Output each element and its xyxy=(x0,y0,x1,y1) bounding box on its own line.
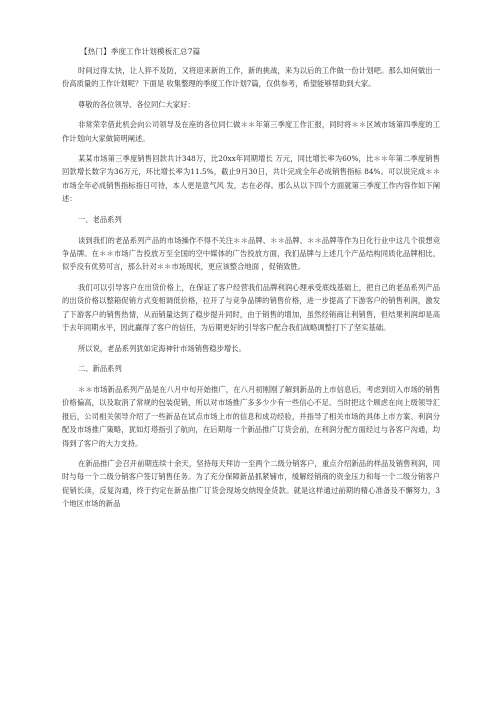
document-title: 【热门】季度工作计划模板汇总7篇 xyxy=(80,47,201,56)
intro-paragraph-2: 非常荣幸借此机会向公司领导及在座的各位同仁做＊＊年第三季度工作汇报，同时将＊＊区域市场第四季度的工作计划向大家做简明阐述。 xyxy=(62,120,440,143)
section1-paragraph-3: 所以说，老品系列犹如定海神针市场销售稳步增长。 xyxy=(78,343,246,353)
salutation: 尊敬的各位领导、各位同仁大家好： xyxy=(78,99,195,109)
section2-paragraph-1: ＊＊市场新品系列产品是在八月中旬开始推广，在八月初刚刚了解到新品的上市信息后，考虑到切入市场的销售价格偏高，以及取消了常规的包装促销，所以对市场推广多多少少有一些信心不足。当时把这个顾虑在向上级领导汇报后，公司相关领导介绍了一些新品在试点市场上市的信息和成功经验，并指导了相关市场的具体上市方案、利润分配及市场推广策略，犹如灯塔指引了航向，在后期每一个新品推广订货会前，在利润分配方面经过与各客户沟通，均得到了客户的大力支持。 xyxy=(62,384,440,448)
intro-paragraph-3: 某某市场第三季度销售回款共计348万，比20xx年同期增长 万元，同比增长率为60%，比＊＊年第二季度销售回款增长数字为36万元，环比增长率为11.5%，截止9月30日，共计完成全年必成销售指标 84%。可以说完成＊＊市场全年必成销售指标指日可待，本人更是意气风 发，志在必得。那么从以下四个方面就第三季度工作内容作如下阐述： xyxy=(62,154,440,204)
section-heading-old-products: 一、老品系列 xyxy=(78,214,122,224)
section2-paragraph-2: 在新品推广会召开前期连续十余天，坚持每天拜访一至两个二级分销客户，重点介绍新品的样品及销售利润，同时与每一个二级分销客户签订销售任务。为了充分保障新品抓紧铺市，缓解经销商的资金压力和每一个二级分销客户促销长读，反复沟通，终于约定在新品推广订货会现场交纳现金货款。就是这样通过前期的精心准备及不懈努力，3 个地区市场的新品 xyxy=(62,458,440,509)
section-heading-new-products: 二、新品系列 xyxy=(78,363,122,373)
section1-paragraph-2: 我们可以引导客户在出货价格上，在保证了客户经营我们品牌利润心理承受底线基础上，把自己的老品系列产品的出货价格以整箱促销方式变相调低价格，拉开了与竞争品牌的销售价格，进一步提高了下游客户的销售利润，激发了下游客户的销售热情，从而销量达到了稳步提升同时，由于销售的增加，虽然经销商让利销售，但结果利润却是高于去年同期水平，因此赢得了客户的信任，为后期更好的引导客户配合我们战略调整打下了坚实基础。 xyxy=(62,282,440,333)
section1-paragraph-1: 谈到我们的老品系列产品的市场操作不得不关注＊＊品牌、＊＊品牌、＊＊品牌等作为日化行业中这几个很想竞争品牌。在＊＊市场广告投放万至全国的空中媒体的广告投放方面，我们品牌与上述几个产品结构同质化品牌相比，似乎没有优势可言，那么针对＊＊市场现状，更应该整合地面 ，促销致胜。 xyxy=(62,235,440,272)
intro-paragraph-1: 时间过得太快，让人猝不及防，又将迎来新的工作，新的挑战，来为以后的工作做一份计划吧。那么如何做出一份高质量的工作计划呢？下面是 收集整理的季度工作计划7篇，仅供参考，希望能够帮助到大家。 xyxy=(62,66,440,89)
